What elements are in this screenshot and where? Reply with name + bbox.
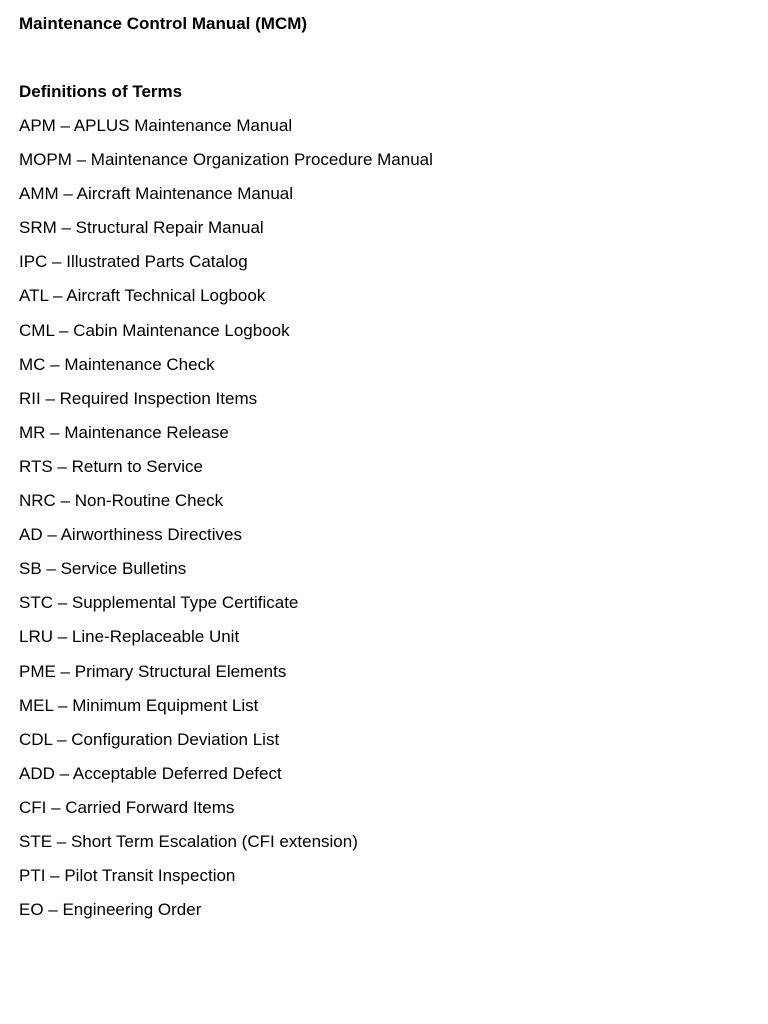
term-ipc: IPC – Illustrated Parts Catalog <box>19 252 248 272</box>
document-title: Maintenance Control Manual (MCM) <box>19 14 308 33</box>
term-cdl: CDL – Configuration Deviation List <box>19 729 280 749</box>
term-srm: SRM – Structural Repair Manual <box>19 218 264 238</box>
term-apm: APM – APLUS Maintenance Manual <box>19 116 293 135</box>
term-amm: AMM – Aircraft Maintenance Manual <box>19 184 294 204</box>
term-rii: RII – Required Inspection Items <box>19 388 258 408</box>
term-mr: MR – Maintenance Release <box>19 422 229 442</box>
term-pme: PME – Primary Structural Elements <box>19 661 287 681</box>
terms-list <box>19 116 433 934</box>
term-ste: STE – Short Term Escalation (CFI extension) <box>19 831 358 851</box>
section-heading: Definitions of Terms <box>19 82 183 101</box>
term-cfi: CFI – Carried Forward Items <box>19 797 235 817</box>
term-mel: MEL – Minimum Equipment List <box>19 695 259 715</box>
term-mopm: MOPM – Maintenance Organization Procedure Manual <box>19 150 433 170</box>
term-rts: RTS – Return to Service <box>19 456 203 476</box>
term-mc: MC – Maintenance Check <box>19 354 215 374</box>
term-eo: EO – Engineering Order <box>19 900 202 920</box>
term-stc: STC – Supplemental Type Certificate <box>19 593 299 613</box>
term-ad: AD – Airworthiness Directives <box>19 525 242 545</box>
term-cml: CML – Cabin Maintenance Logbook <box>19 320 290 340</box>
term-lru: LRU – Line-Replaceable Unit <box>19 627 240 647</box>
term-sb: SB – Service Bulletins <box>19 559 187 579</box>
term-pti: PTI – Pilot Transit Inspection <box>19 866 236 886</box>
term-atl: ATL – Aircraft Technical Logbook <box>19 286 266 306</box>
term-add: ADD – Acceptable Deferred Defect <box>19 763 282 783</box>
term-nrc: NRC – Non-Routine Check <box>19 491 224 511</box>
